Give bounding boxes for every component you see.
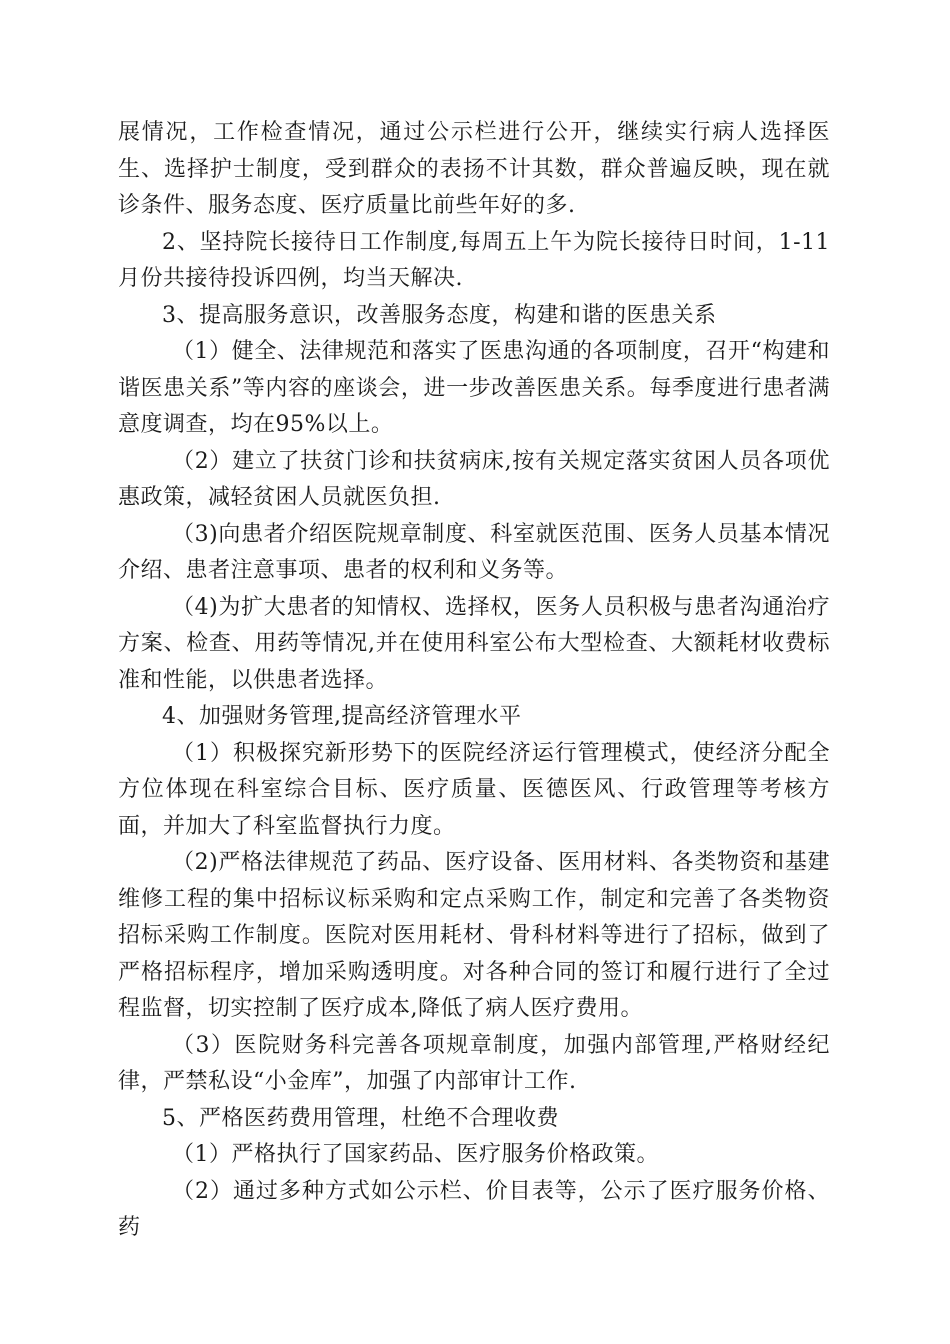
section-heading-3: 3、提高服务意识，改善服务态度，构建和谐的医患关系 [162,302,717,328]
paragraph-4-2: （2)严格法律规范了药品、医疗设备、医用材料、各类物资和基建维修工程的集中招标议标采购和定点采购工作，制定和完善了各类物资招标采购工作制度。医院对医用耗材、骨科材料等进行了招标，做到了严格招标程序，增加采购透明度。对各种合同的签订和履行进行了全过程监督，切实控制了医疗成本,降低了病人医疗费用。 [118,850,830,1021]
document-body [118,115,830,1247]
paragraph-4-3: （3）医院财务科完善各项规章制度，加强内部管理,严格财经纪律，严禁私设“小金库”，加强了内部审计工作. [118,1032,830,1094]
paragraph-3-1: （1）健全、法律规范和落实了医患沟通的各项制度，召开“构建和谐医患关系”等内容的座谈会，进一步改善医患关系。每季度进行患者满意度调查，均在95%以上。 [118,339,830,437]
paragraph-5-2: （2）通过多种方式如公示栏、价目表等，公示了医疗服务价格、药 [118,1178,830,1240]
paragraph-3-3: （3)向患者介绍医院规章制度、科室就医范围、医务人员基本情况介绍、患者注意事项、患者的权利和义务等。 [118,521,830,583]
section-heading-4: 4、加强财务管理,提高经济管理水平 [162,704,522,729]
section-heading-5: 5、严格医药费用管理，杜绝不合理收费 [162,1105,559,1131]
paragraph-5-1: （1）严格执行了国家药品、医疗服务价格政策。 [172,1142,659,1167]
paragraph-item-2: 2、坚持院长接待日工作制度,每周五上午为院长接待日时间，1-11月份共接待投诉四例，均当天解决. [118,229,830,291]
paragraph-3-2: （2）建立了扶贫门诊和扶贫病床,按有关规定落实贫困人员各项优惠政策，减轻贫困人员就医负担. [118,448,830,510]
paragraph-continuation: 展情况，工作检查情况，通过公示栏进行公开，继续实行病人选择医生、选择护士制度，受到群众的表扬不计其数，群众普遍反映，现在就诊条件、服务态度、医疗质量比前些年好的多. [118,120,830,218]
paragraph-3-4: （4)为扩大患者的知情权、选择权，医务人员积极与患者沟通治疗方案、检查、用药等情况,并在使用科室公布大型检查、大额耗材收费标准和性能，以供患者选择。 [118,594,830,693]
paragraph-4-1: （1）积极探究新形势下的医院经济运行管理模式，使经济分配全方位体现在科室综合目标、医疗质量、医德医风、行政管理等考核方面，并加大了科室监督执行力度。 [118,740,830,839]
